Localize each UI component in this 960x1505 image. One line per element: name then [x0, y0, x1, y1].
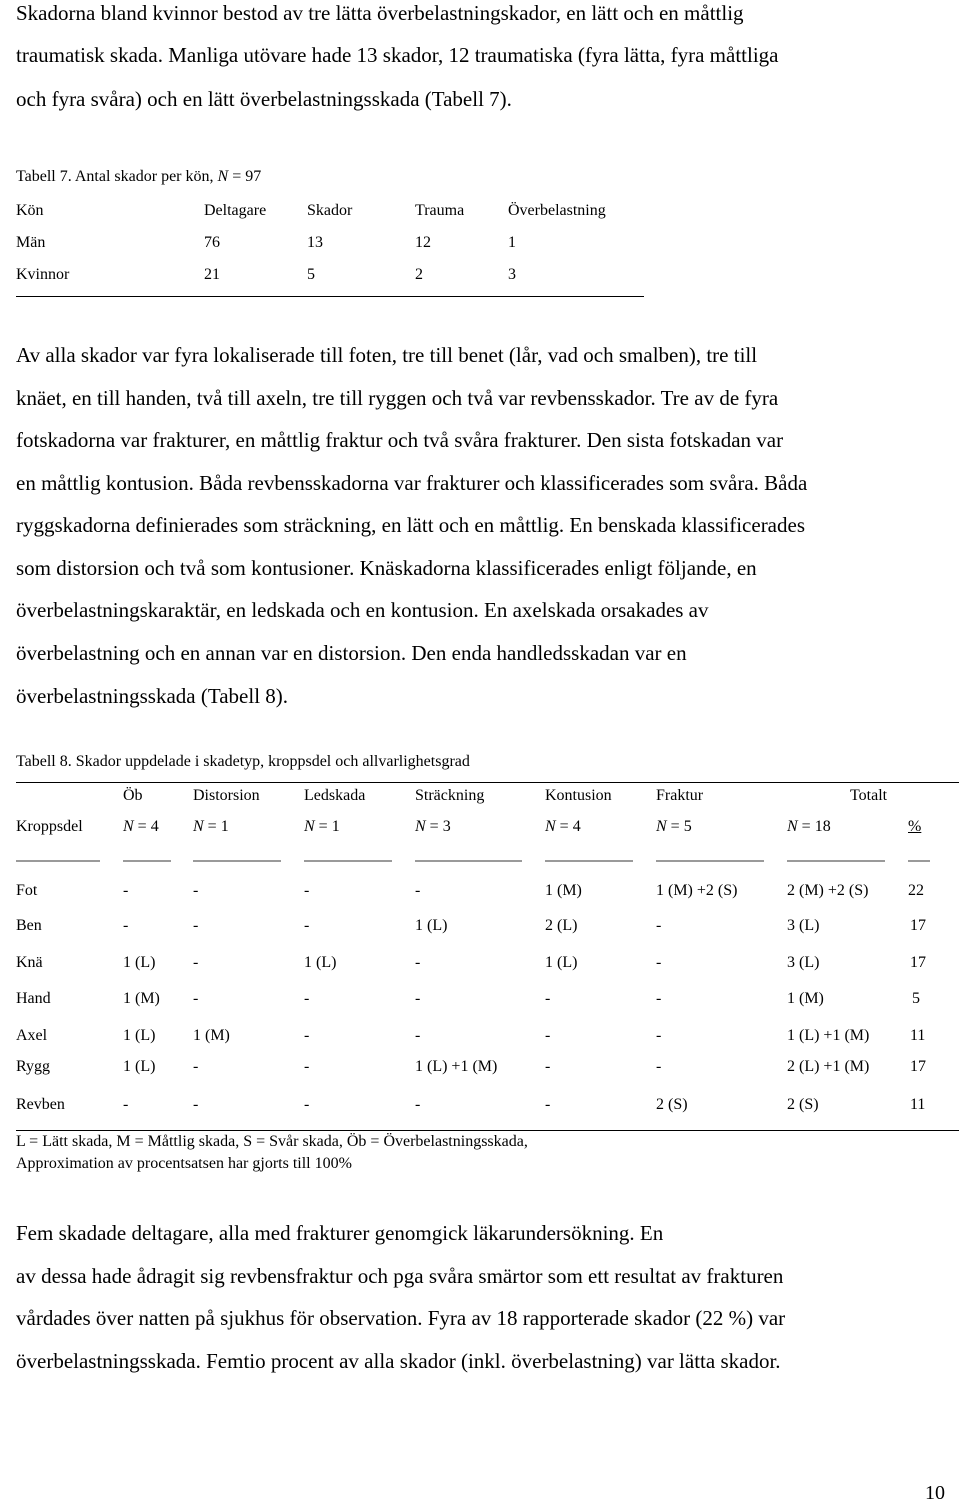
table7-cell: 3 — [508, 266, 516, 283]
para2-line: överbelastning och en annan var en distorsion. Den enda handledsskadan var en — [16, 641, 687, 665]
table7-header-kon: Kön — [16, 202, 44, 219]
table8-footnote-line: L = Lätt skada, M = Måttlig skada, S = Svår skada, Öb = Överbelastningsskada, — [16, 1133, 528, 1150]
table8-cell: - — [193, 990, 199, 1007]
table8-cell: - — [656, 990, 662, 1007]
table8-n-cell — [545, 818, 581, 836]
column-underline — [656, 860, 764, 862]
table8-header-totalt: Totalt — [850, 787, 888, 804]
table8-cell: 2 (S) — [787, 1096, 819, 1113]
n-letter: N — [656, 818, 667, 835]
n-letter: N — [123, 818, 134, 835]
n-letter: N — [545, 818, 556, 835]
table8-cell: - — [415, 1027, 421, 1044]
page-number: 10 — [925, 1482, 945, 1504]
column-underline — [908, 860, 930, 862]
table8-cell: - — [304, 1027, 310, 1044]
n-letter: N — [415, 818, 426, 835]
n-value: = 1 — [318, 818, 340, 835]
table8-cell: - — [415, 1096, 421, 1113]
para2-line: överbelastningsskada (Tabell 8). — [16, 684, 289, 708]
table7-caption-n: N — [217, 168, 229, 185]
table8-cell: 1 (M) — [193, 1027, 230, 1044]
column-underline — [304, 860, 392, 862]
table7-header-deltagare: Deltagare — [204, 202, 267, 219]
table8-cell: 1 (M) — [545, 882, 582, 899]
table8-cell: - — [545, 1096, 551, 1113]
table8-header-kroppsdel: Kroppsdel — [16, 818, 83, 835]
table8-cell: - — [193, 1058, 199, 1075]
table7-cell: Kvinnor — [16, 266, 70, 283]
table8-row-label: Revben — [16, 1096, 65, 1113]
n-letter: N — [193, 818, 204, 835]
table8-row-label: Hand — [16, 990, 51, 1007]
table8-cell-percent: 17 — [910, 954, 926, 971]
table8-cell: 2 (L) +1 (M) — [787, 1058, 870, 1075]
table8-cell: - — [545, 1058, 551, 1075]
table7-header-overbelastning: Överbelastning — [508, 202, 606, 219]
column-underline — [545, 860, 633, 862]
table8-cell: 2 (L) — [545, 917, 578, 934]
table8-cell: - — [123, 1096, 129, 1113]
table8-cell-percent: 17 — [910, 917, 926, 934]
table7-cell: 2 — [415, 266, 423, 283]
table8-cell: 2 (S) — [656, 1096, 688, 1113]
table8-row-label: Ben — [16, 917, 42, 934]
table8-cell: - — [545, 1027, 551, 1044]
table8-header-ledskada: Ledskada — [304, 787, 366, 804]
n-letter: N — [304, 818, 315, 835]
table8-cell: - — [656, 954, 662, 971]
intro-line: och fyra svåra) och en lätt överbelastningsskada (Tabell 7). — [16, 87, 512, 111]
table8-n-cell — [656, 818, 692, 836]
n-value: = 18 — [801, 818, 831, 835]
table8-footnote-line: Approximation av procentsatsen har gjorts till 100% — [16, 1155, 352, 1172]
para2-line: knäet, en till handen, två till axeln, tre till ryggen och två var revbensskador. Tre av de fyra — [16, 386, 779, 410]
table8-cell: - — [193, 1096, 199, 1113]
table8-cell: 1 (M) — [787, 990, 824, 1007]
table8-header-fraktur: Fraktur — [656, 787, 704, 804]
table7-caption — [16, 168, 261, 186]
table8-cell-percent: 17 — [910, 1058, 926, 1075]
table7-cell: 5 — [307, 266, 315, 283]
table7-header-trauma: Trauma — [415, 202, 465, 219]
table8-cell: 1 (L) — [123, 1027, 156, 1044]
table8-row-label: Axel — [16, 1027, 48, 1044]
table8-cell: 2 (M) +2 (S) — [787, 882, 869, 899]
n-value: = 4 — [559, 818, 581, 835]
table8-cell: 1 (L) — [123, 954, 156, 971]
table8-caption-text: Skador uppdelade i skadetyp, kroppsdel och allvarlighetsgrad — [75, 753, 470, 770]
intro-line: Skadorna bland kvinnor bestod av tre lätta överbelastningskador, en lätt och en måttlig — [16, 1, 744, 25]
table8-top-rule — [16, 782, 959, 783]
table8-cell: 1 (L) — [545, 954, 578, 971]
table8-cell: - — [123, 917, 129, 934]
table8-cell-percent: 11 — [910, 1027, 926, 1044]
para2-line: en måttlig kontusion. Båda revbensskadorna var frakturer och klassificerades som svåra. Båda — [16, 471, 808, 495]
table7-cell: 21 — [204, 266, 220, 283]
para2-line: Av alla skador var fyra lokaliserade till foten, tre till benet (lår, vad och smalben), tre till — [16, 343, 758, 367]
table8-n-cell — [304, 818, 340, 836]
table8-cell: 3 (L) — [787, 917, 820, 934]
n-value: = 3 — [429, 818, 451, 835]
table8-cell: - — [656, 1027, 662, 1044]
table8-cell: 1 (M) +2 (S) — [656, 882, 738, 899]
para2-line: fotskadorna var frakturer, en måttlig fraktur och två svåra frakturer. Den sista fotskadan var — [16, 428, 784, 452]
intro-line: traumatisk skada. Manliga utövare hade 13 skador, 12 traumatiska (fyra lätta, fyra måttliga — [16, 43, 779, 67]
table7-caption-text: Antal skador per kön, — [74, 168, 214, 185]
table8-cell: 3 (L) — [787, 954, 820, 971]
table8-cell: 1 (L) — [415, 917, 448, 934]
table8-cell-percent: 22 — [908, 882, 924, 899]
para2-line: som distorsion och två som kontusioner. Knäskadorna klassificerades enligt följande, en — [16, 556, 757, 580]
table8-cell: - — [304, 990, 310, 1007]
table8-n-cell — [787, 818, 831, 836]
table8-header-kontusion: Kontusion — [545, 787, 612, 804]
table8-cell-percent: 11 — [910, 1096, 926, 1113]
table8-row-label: Knä — [16, 954, 43, 971]
table8-cell: - — [123, 882, 129, 899]
table8-cell: - — [656, 1058, 662, 1075]
table8-header-distorsion: Distorsion — [193, 787, 260, 804]
para3-line: vårdades över natten på sjukhus för observation. Fyra av 18 rapporterade skador (22 %) var — [16, 1306, 786, 1330]
table8-header-ob: Öb — [123, 787, 143, 804]
table8-row-label: Rygg — [16, 1058, 51, 1075]
para3-line: av dessa hade ådragit sig revbensfraktur och pga svåra smärtor som ett resultat av frakturen — [16, 1264, 784, 1288]
table7-cell: Män — [16, 234, 46, 251]
table7-header-skador: Skador — [307, 202, 353, 219]
column-underline — [193, 860, 281, 862]
table8-cell: 1 (L) +1 (M) — [787, 1027, 870, 1044]
column-underline — [123, 860, 171, 862]
table8-cell: - — [304, 1096, 310, 1113]
n-value: = 1 — [207, 818, 229, 835]
table8-n-cell — [193, 818, 229, 836]
table7-cell: 12 — [415, 234, 431, 251]
table8-cell: 1 (M) — [123, 990, 160, 1007]
n-value: = 5 — [670, 818, 692, 835]
n-value: = 4 — [137, 818, 159, 835]
table8-header-strackning: Sträckning — [415, 787, 485, 804]
table8-cell: - — [415, 882, 421, 899]
table8-cell: - — [415, 990, 421, 1007]
table8-cell: - — [193, 917, 199, 934]
table8-cell: - — [656, 917, 662, 934]
table8-cell: 1 (L) +1 (M) — [415, 1058, 498, 1075]
column-underline — [16, 860, 100, 862]
table8-cell: - — [304, 1058, 310, 1075]
table8-row-label: Fot — [16, 882, 38, 899]
table7-cell: 1 — [508, 234, 516, 251]
table8-cell: - — [193, 954, 199, 971]
para2-line: ryggskadorna definierades som sträckning, en lätt och en måttlig. En benskada klassificerades — [16, 513, 805, 537]
table7-cell: 76 — [204, 234, 220, 251]
table8-n-cell — [415, 818, 451, 836]
table8-cell: 1 (L) — [304, 954, 337, 971]
table7-bottom-rule — [16, 296, 644, 297]
table8-cell: - — [193, 882, 199, 899]
table7-caption-prefix: Tabell 7. — [16, 168, 72, 185]
table8-n-cell — [123, 818, 159, 836]
column-underline — [415, 860, 522, 862]
table8-cell-percent: 5 — [912, 990, 920, 1007]
table8-header-percent: % — [908, 818, 922, 835]
para3-line: överbelastningsskada. Femtio procent av alla skador (inkl. överbelastning) var lätta skador. — [16, 1349, 781, 1373]
table8-cell: - — [304, 882, 310, 899]
table7-caption-n-value: = 97 — [232, 168, 262, 185]
table8-cell: 1 (L) — [123, 1058, 156, 1075]
column-underline — [787, 860, 885, 862]
table8-bottom-rule — [16, 1130, 959, 1131]
table8-caption-prefix: Tabell 8. — [16, 753, 72, 770]
n-letter: N — [787, 818, 798, 835]
table8-caption — [16, 753, 470, 771]
table7-cell: 13 — [307, 234, 323, 251]
table8-cell: - — [545, 990, 551, 1007]
para3-line: Fem skadade deltagare, alla med frakturer genomgick läkarundersökning. En — [16, 1221, 664, 1245]
para2-line: överbelastningskaraktär, en ledskada och en kontusion. En axelskada orsakades av — [16, 598, 709, 622]
table8-cell: - — [415, 954, 421, 971]
table8-cell: - — [304, 917, 310, 934]
